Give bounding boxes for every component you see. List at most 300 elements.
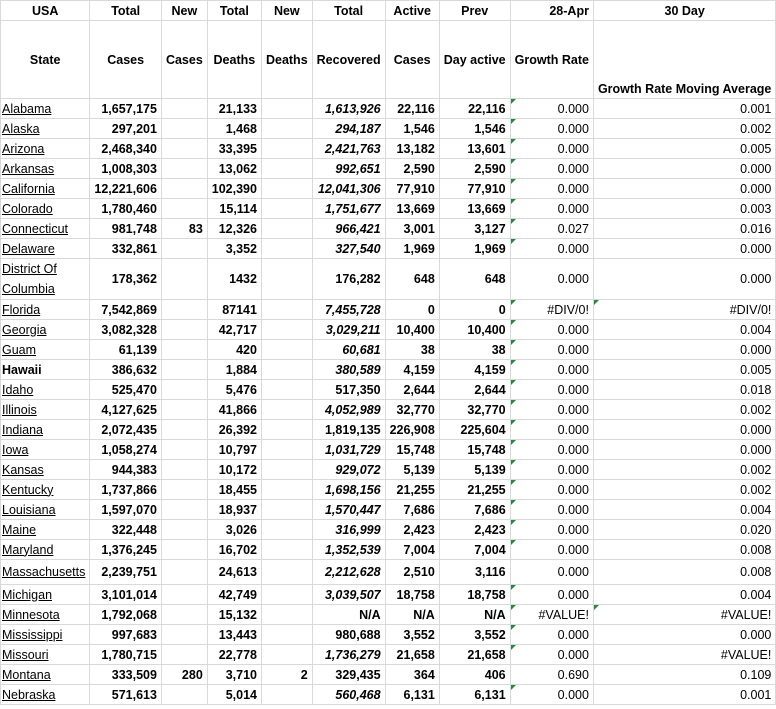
growth-avg-cell[interactable]: 0.002 [593,119,775,139]
growth-rate-cell[interactable]: 0.000 [510,99,593,119]
active-cases-cell[interactable]: 7,004 [385,540,439,560]
state-name-cell[interactable]: Idaho [1,380,90,400]
total-cases-cell[interactable]: 1,008,303 [90,159,162,179]
total-deaths-cell[interactable]: 1,884 [207,360,261,380]
total-deaths-cell[interactable]: 22,778 [207,645,261,665]
total-cases-cell[interactable]: 178,362 [90,259,162,300]
total-deaths-cell[interactable]: 15,114 [207,199,261,219]
active-cases-cell[interactable]: 21,255 [385,480,439,500]
state-name-cell[interactable]: Maine [1,520,90,540]
state-name-cell[interactable]: Georgia [1,320,90,340]
growth-rate-cell[interactable]: 0.000 [510,500,593,520]
state-name-cell[interactable]: Alabama [1,99,90,119]
active-cases-cell[interactable]: 0 [385,300,439,320]
prev-day-active-cell[interactable]: 406 [439,665,510,685]
prev-day-active-cell[interactable]: 18,758 [439,585,510,605]
active-cases-cell[interactable]: 1,546 [385,119,439,139]
growth-avg-cell[interactable]: 0.000 [593,420,775,440]
growth-avg-cell[interactable]: 0.004 [593,585,775,605]
new-deaths-cell[interactable] [261,540,312,560]
prev-day-active-cell[interactable]: 0 [439,300,510,320]
total-cases-cell[interactable]: 1,376,245 [90,540,162,560]
growth-rate-cell[interactable]: 0.000 [510,460,593,480]
total-deaths-cell[interactable]: 15,132 [207,605,261,625]
recovered-cell[interactable]: 1,751,677 [312,199,385,219]
prev-day-active-cell[interactable]: 38 [439,340,510,360]
new-deaths-cell[interactable] [261,585,312,605]
recovered-cell[interactable]: 60,681 [312,340,385,360]
growth-rate-cell[interactable]: 0.000 [510,685,593,705]
prev-day-active-cell[interactable]: 225,604 [439,420,510,440]
growth-avg-cell[interactable]: #DIV/0! [593,300,775,320]
header-cell[interactable]: Deaths [207,21,261,99]
prev-day-active-cell[interactable]: 21,658 [439,645,510,665]
total-deaths-cell[interactable]: 10,172 [207,460,261,480]
prev-day-active-cell[interactable]: 7,004 [439,540,510,560]
recovered-cell[interactable]: 176,282 [312,259,385,300]
state-name-cell[interactable]: Colorado [1,199,90,219]
recovered-cell[interactable]: 329,435 [312,665,385,685]
active-cases-cell[interactable]: 648 [385,259,439,300]
growth-rate-cell[interactable]: 0.000 [510,400,593,420]
growth-rate-cell[interactable]: 0.000 [510,520,593,540]
header-cell[interactable]: Deaths [261,21,312,99]
recovered-cell[interactable]: 316,999 [312,520,385,540]
recovered-cell[interactable]: 1,736,279 [312,645,385,665]
new-deaths-cell[interactable] [261,300,312,320]
growth-avg-cell[interactable]: 0.004 [593,500,775,520]
recovered-cell[interactable]: 992,651 [312,159,385,179]
total-deaths-cell[interactable]: 12,326 [207,219,261,239]
prev-day-active-cell[interactable]: 3,127 [439,219,510,239]
growth-avg-cell[interactable]: 0.003 [593,199,775,219]
state-name-cell[interactable]: Kentucky [1,480,90,500]
header-cell[interactable]: Cases [90,21,162,99]
active-cases-cell[interactable]: 2,644 [385,380,439,400]
new-deaths-cell[interactable] [261,99,312,119]
recovered-cell[interactable]: N/A [312,605,385,625]
prev-day-active-cell[interactable]: 13,669 [439,199,510,219]
active-cases-cell[interactable]: 4,159 [385,360,439,380]
new-deaths-cell[interactable] [261,199,312,219]
new-cases-cell[interactable] [161,625,207,645]
growth-avg-cell[interactable]: #VALUE! [593,645,775,665]
prev-day-active-cell[interactable]: 648 [439,259,510,300]
active-cases-cell[interactable]: 5,139 [385,460,439,480]
new-cases-cell[interactable] [161,480,207,500]
recovered-cell[interactable]: 4,052,989 [312,400,385,420]
new-cases-cell[interactable] [161,239,207,259]
recovered-cell[interactable]: 3,029,211 [312,320,385,340]
prev-day-active-cell[interactable]: 22,116 [439,99,510,119]
new-cases-cell[interactable] [161,540,207,560]
recovered-cell[interactable]: 1,613,926 [312,99,385,119]
total-cases-cell[interactable]: 1,657,175 [90,99,162,119]
growth-rate-cell[interactable]: 0.000 [510,420,593,440]
total-cases-cell[interactable]: 332,861 [90,239,162,259]
total-deaths-cell[interactable]: 1,468 [207,119,261,139]
header-cell[interactable]: Total [90,1,162,21]
new-cases-cell[interactable] [161,380,207,400]
growth-rate-cell[interactable]: #DIV/0! [510,300,593,320]
header-cell[interactable]: Recovered [312,21,385,99]
growth-rate-cell[interactable]: 0.000 [510,239,593,259]
header-cell[interactable]: USA [1,1,90,21]
growth-avg-cell[interactable]: 0.002 [593,480,775,500]
recovered-cell[interactable]: 1,819,135 [312,420,385,440]
header-cell[interactable]: Prev [439,1,510,21]
growth-avg-cell[interactable]: 0.001 [593,99,775,119]
active-cases-cell[interactable]: 226,908 [385,420,439,440]
state-name-cell[interactable]: Louisiana [1,500,90,520]
prev-day-active-cell[interactable]: 2,590 [439,159,510,179]
active-cases-cell[interactable]: 38 [385,340,439,360]
new-cases-cell[interactable] [161,440,207,460]
active-cases-cell[interactable]: 13,182 [385,139,439,159]
new-deaths-cell[interactable] [261,139,312,159]
new-deaths-cell[interactable] [261,685,312,705]
state-name-cell[interactable]: Guam [1,340,90,360]
total-cases-cell[interactable]: 322,448 [90,520,162,540]
new-cases-cell[interactable] [161,360,207,380]
new-cases-cell[interactable] [161,645,207,665]
total-cases-cell[interactable]: 944,383 [90,460,162,480]
new-deaths-cell[interactable] [261,520,312,540]
total-cases-cell[interactable]: 4,127,625 [90,400,162,420]
growth-avg-cell[interactable]: 0.004 [593,320,775,340]
new-deaths-cell[interactable] [261,340,312,360]
recovered-cell[interactable]: 980,688 [312,625,385,645]
total-cases-cell[interactable]: 61,139 [90,340,162,360]
total-cases-cell[interactable]: 525,470 [90,380,162,400]
total-cases-cell[interactable]: 2,468,340 [90,139,162,159]
active-cases-cell[interactable]: 3,552 [385,625,439,645]
new-deaths-cell[interactable] [261,159,312,179]
header-cell[interactable]: Cases [161,21,207,99]
total-cases-cell[interactable]: 3,101,014 [90,585,162,605]
growth-rate-cell[interactable]: 0.000 [510,199,593,219]
prev-day-active-cell[interactable]: N/A [439,605,510,625]
state-name-cell[interactable]: Missouri [1,645,90,665]
recovered-cell[interactable]: 1,698,156 [312,480,385,500]
new-cases-cell[interactable] [161,460,207,480]
total-cases-cell[interactable]: 386,632 [90,360,162,380]
total-deaths-cell[interactable]: 18,937 [207,500,261,520]
total-cases-cell[interactable]: 2,239,751 [90,560,162,585]
header-cell[interactable]: 30 Day [593,1,775,21]
new-cases-cell[interactable] [161,99,207,119]
recovered-cell[interactable]: 1,352,539 [312,540,385,560]
growth-avg-cell[interactable]: 0.018 [593,380,775,400]
active-cases-cell[interactable]: 2,590 [385,159,439,179]
growth-rate-cell[interactable]: 0.000 [510,119,593,139]
recovered-cell[interactable]: 380,589 [312,360,385,380]
new-deaths-cell[interactable] [261,605,312,625]
new-cases-cell[interactable] [161,320,207,340]
total-cases-cell[interactable]: 3,082,328 [90,320,162,340]
growth-rate-cell[interactable]: 0.000 [510,560,593,585]
prev-day-active-cell[interactable]: 10,400 [439,320,510,340]
new-cases-cell[interactable] [161,400,207,420]
growth-rate-cell[interactable]: 0.000 [510,625,593,645]
state-name-cell[interactable]: California [1,179,90,199]
prev-day-active-cell[interactable]: 13,601 [439,139,510,159]
active-cases-cell[interactable]: 6,131 [385,685,439,705]
prev-day-active-cell[interactable]: 77,910 [439,179,510,199]
total-deaths-cell[interactable]: 420 [207,340,261,360]
total-cases-cell[interactable]: 7,542,869 [90,300,162,320]
growth-avg-cell[interactable]: 0.016 [593,219,775,239]
active-cases-cell[interactable]: 18,758 [385,585,439,605]
active-cases-cell[interactable]: 2,423 [385,520,439,540]
new-cases-cell[interactable] [161,300,207,320]
prev-day-active-cell[interactable]: 2,644 [439,380,510,400]
new-cases-cell[interactable]: 280 [161,665,207,685]
state-name-cell[interactable]: Montana [1,665,90,685]
header-cell[interactable]: Active [385,1,439,21]
recovered-cell[interactable]: 294,187 [312,119,385,139]
growth-avg-cell[interactable]: 0.000 [593,625,775,645]
total-cases-cell[interactable]: 997,683 [90,625,162,645]
new-cases-cell[interactable] [161,259,207,300]
new-cases-cell[interactable] [161,139,207,159]
header-cell[interactable]: Growth Rate [510,21,593,99]
header-cell[interactable]: Total [207,1,261,21]
recovered-cell[interactable]: 560,468 [312,685,385,705]
new-cases-cell[interactable]: 83 [161,219,207,239]
active-cases-cell[interactable]: 13,669 [385,199,439,219]
recovered-cell[interactable]: 7,455,728 [312,300,385,320]
header-cell[interactable]: Cases [385,21,439,99]
state-name-cell[interactable]: Illinois [1,400,90,420]
recovered-cell[interactable]: 327,540 [312,239,385,259]
state-name-cell[interactable]: District Of Columbia [1,259,90,300]
total-deaths-cell[interactable]: 3,710 [207,665,261,685]
growth-avg-cell[interactable]: 0.001 [593,685,775,705]
header-cell[interactable]: State [1,21,90,99]
growth-avg-cell[interactable]: 0.000 [593,179,775,199]
growth-avg-cell[interactable]: 0.008 [593,540,775,560]
state-name-cell[interactable]: Kansas [1,460,90,480]
active-cases-cell[interactable]: 7,686 [385,500,439,520]
total-deaths-cell[interactable]: 24,613 [207,560,261,585]
total-deaths-cell[interactable]: 1432 [207,259,261,300]
total-deaths-cell[interactable]: 3,352 [207,239,261,259]
active-cases-cell[interactable]: 10,400 [385,320,439,340]
active-cases-cell[interactable]: 77,910 [385,179,439,199]
state-name-cell[interactable]: Hawaii [1,360,90,380]
growth-rate-cell[interactable]: 0.000 [510,259,593,300]
header-cell[interactable]: New [161,1,207,21]
recovered-cell[interactable]: 517,350 [312,380,385,400]
total-deaths-cell[interactable]: 102,390 [207,179,261,199]
total-deaths-cell[interactable]: 18,455 [207,480,261,500]
state-name-cell[interactable]: Maryland [1,540,90,560]
growth-avg-cell[interactable]: #VALUE! [593,605,775,625]
growth-avg-cell[interactable]: 0.000 [593,239,775,259]
active-cases-cell[interactable]: 22,116 [385,99,439,119]
growth-rate-cell[interactable]: 0.000 [510,360,593,380]
total-cases-cell[interactable]: 571,613 [90,685,162,705]
total-cases-cell[interactable]: 1,792,068 [90,605,162,625]
new-deaths-cell[interactable] [261,420,312,440]
prev-day-active-cell[interactable]: 7,686 [439,500,510,520]
growth-rate-cell[interactable]: #VALUE! [510,605,593,625]
prev-day-active-cell[interactable]: 1,546 [439,119,510,139]
growth-rate-cell[interactable]: 0.000 [510,540,593,560]
total-deaths-cell[interactable]: 13,443 [207,625,261,645]
new-deaths-cell[interactable] [261,320,312,340]
growth-avg-cell[interactable]: 0.000 [593,440,775,460]
prev-day-active-cell[interactable]: 21,255 [439,480,510,500]
state-name-cell[interactable]: Mississippi [1,625,90,645]
new-deaths-cell[interactable] [261,625,312,645]
state-name-cell[interactable]: Iowa [1,440,90,460]
growth-avg-cell[interactable]: 0.109 [593,665,775,685]
active-cases-cell[interactable]: 15,748 [385,440,439,460]
new-deaths-cell[interactable] [261,645,312,665]
new-deaths-cell[interactable]: 2 [261,665,312,685]
growth-avg-cell[interactable]: 0.005 [593,360,775,380]
total-deaths-cell[interactable]: 26,392 [207,420,261,440]
total-cases-cell[interactable]: 1,780,715 [90,645,162,665]
header-cell[interactable]: 28-Apr [510,1,593,21]
total-deaths-cell[interactable]: 5,014 [207,685,261,705]
total-deaths-cell[interactable]: 21,133 [207,99,261,119]
state-name-cell[interactable]: Massachusetts [1,560,90,585]
recovered-cell[interactable]: 966,421 [312,219,385,239]
new-cases-cell[interactable] [161,560,207,585]
new-cases-cell[interactable] [161,340,207,360]
header-cell[interactable]: Total [312,1,385,21]
prev-day-active-cell[interactable]: 2,423 [439,520,510,540]
active-cases-cell[interactable]: N/A [385,605,439,625]
growth-avg-cell[interactable]: 0.000 [593,259,775,300]
new-deaths-cell[interactable] [261,119,312,139]
active-cases-cell[interactable]: 3,001 [385,219,439,239]
recovered-cell[interactable]: 12,041,306 [312,179,385,199]
new-cases-cell[interactable] [161,159,207,179]
prev-day-active-cell[interactable]: 15,748 [439,440,510,460]
state-name-cell[interactable]: Arizona [1,139,90,159]
prev-day-active-cell[interactable]: 3,116 [439,560,510,585]
growth-rate-cell[interactable]: 0.000 [510,380,593,400]
new-deaths-cell[interactable] [261,219,312,239]
state-name-cell[interactable]: Indiana [1,420,90,440]
growth-rate-cell[interactable]: 0.690 [510,665,593,685]
growth-avg-cell[interactable]: 0.020 [593,520,775,540]
total-deaths-cell[interactable]: 16,702 [207,540,261,560]
new-deaths-cell[interactable] [261,259,312,300]
new-deaths-cell[interactable] [261,440,312,460]
growth-avg-cell[interactable]: 0.000 [593,159,775,179]
growth-rate-cell[interactable]: 0.000 [510,645,593,665]
header-cell[interactable]: New [261,1,312,21]
recovered-cell[interactable]: 929,072 [312,460,385,480]
new-cases-cell[interactable] [161,199,207,219]
recovered-cell[interactable]: 1,031,729 [312,440,385,460]
prev-day-active-cell[interactable]: 1,969 [439,239,510,259]
growth-rate-cell[interactable]: 0.000 [510,440,593,460]
growth-avg-cell[interactable]: 0.002 [593,460,775,480]
header-cell[interactable]: Day active [439,21,510,99]
new-cases-cell[interactable] [161,179,207,199]
total-cases-cell[interactable]: 1,597,070 [90,500,162,520]
active-cases-cell[interactable]: 364 [385,665,439,685]
total-deaths-cell[interactable]: 10,797 [207,440,261,460]
new-deaths-cell[interactable] [261,460,312,480]
state-name-cell[interactable]: Alaska [1,119,90,139]
active-cases-cell[interactable]: 2,510 [385,560,439,585]
recovered-cell[interactable]: 3,039,507 [312,585,385,605]
growth-avg-cell[interactable]: 0.005 [593,139,775,159]
new-deaths-cell[interactable] [261,480,312,500]
prev-day-active-cell[interactable]: 6,131 [439,685,510,705]
total-deaths-cell[interactable]: 42,749 [207,585,261,605]
active-cases-cell[interactable]: 1,969 [385,239,439,259]
new-cases-cell[interactable] [161,119,207,139]
total-deaths-cell[interactable]: 42,717 [207,320,261,340]
total-cases-cell[interactable]: 981,748 [90,219,162,239]
prev-day-active-cell[interactable]: 5,139 [439,460,510,480]
new-deaths-cell[interactable] [261,239,312,259]
total-deaths-cell[interactable]: 5,476 [207,380,261,400]
total-deaths-cell[interactable]: 13,062 [207,159,261,179]
growth-rate-cell[interactable]: 0.000 [510,585,593,605]
new-cases-cell[interactable] [161,585,207,605]
state-name-cell[interactable]: Nebraska [1,685,90,705]
state-name-cell[interactable]: Delaware [1,239,90,259]
growth-avg-cell[interactable]: 0.000 [593,340,775,360]
growth-avg-cell[interactable]: 0.002 [593,400,775,420]
new-cases-cell[interactable] [161,500,207,520]
recovered-cell[interactable]: 2,212,628 [312,560,385,585]
growth-rate-cell[interactable]: 0.000 [510,159,593,179]
total-cases-cell[interactable]: 1,737,866 [90,480,162,500]
prev-day-active-cell[interactable]: 4,159 [439,360,510,380]
state-name-cell[interactable]: Minnesota [1,605,90,625]
total-cases-cell[interactable]: 1,780,460 [90,199,162,219]
growth-avg-cell[interactable]: 0.008 [593,560,775,585]
new-deaths-cell[interactable] [261,500,312,520]
total-cases-cell[interactable]: 1,058,274 [90,440,162,460]
active-cases-cell[interactable]: 32,770 [385,400,439,420]
header-cell[interactable]: Growth Rate Moving Average [593,21,775,99]
growth-rate-cell[interactable]: 0.000 [510,340,593,360]
growth-rate-cell[interactable]: 0.000 [510,320,593,340]
total-cases-cell[interactable]: 2,072,435 [90,420,162,440]
new-cases-cell[interactable] [161,520,207,540]
prev-day-active-cell[interactable]: 3,552 [439,625,510,645]
new-deaths-cell[interactable] [261,400,312,420]
total-deaths-cell[interactable]: 3,026 [207,520,261,540]
state-name-cell[interactable]: Connecticut [1,219,90,239]
growth-rate-cell[interactable]: 0.000 [510,179,593,199]
state-name-cell[interactable]: Florida [1,300,90,320]
new-cases-cell[interactable] [161,685,207,705]
new-cases-cell[interactable] [161,605,207,625]
state-name-cell[interactable]: Michigan [1,585,90,605]
growth-rate-cell[interactable]: 0.027 [510,219,593,239]
prev-day-active-cell[interactable]: 32,770 [439,400,510,420]
active-cases-cell[interactable]: 21,658 [385,645,439,665]
growth-rate-cell[interactable]: 0.000 [510,139,593,159]
recovered-cell[interactable]: 2,421,763 [312,139,385,159]
new-deaths-cell[interactable] [261,380,312,400]
total-deaths-cell[interactable]: 41,866 [207,400,261,420]
new-deaths-cell[interactable] [261,360,312,380]
new-deaths-cell[interactable] [261,560,312,585]
